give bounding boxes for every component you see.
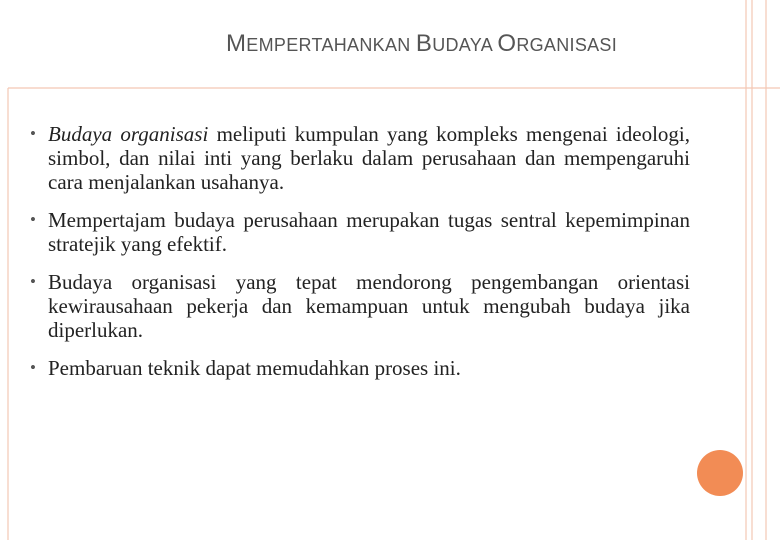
bullet-item-1: • Budaya organisasi meliputi kumpulan yang kompleks mengenai ideologi, simbol, dan nilai inti yang berlaku dalam perusahaan dan mempengaruhi cara menjalankan usahanya. <box>30 122 690 194</box>
bullet-item-2: • Mempertajam budaya perusahaan merupakan tugas sentral kepemimpinan stratejik yang efektif. <box>30 208 690 256</box>
title-part-1: MEMPERTAHANKAN <box>226 30 416 57</box>
bullet-item-4: • Pembaruan teknik dapat memudahkan proses ini. <box>30 356 461 380</box>
bullet-icon: • <box>30 210 36 229</box>
bullet-icon: • <box>30 124 36 143</box>
title-part-3: ORGANISASI <box>497 30 618 57</box>
bullet-item-3: • Budaya organisasi yang tepat mendorong pengembangan orientasi kewirausahaan pekerja dan kemampuan untuk mengubah budaya jika diperlukan. <box>30 270 690 342</box>
bullet-icon: • <box>30 272 36 291</box>
bullet-icon: • <box>30 358 36 377</box>
title-part-2: BUDAYA <box>415 30 498 57</box>
slide-title <box>226 30 746 58</box>
decorative-circle <box>697 450 743 496</box>
bullet-list <box>30 122 690 394</box>
